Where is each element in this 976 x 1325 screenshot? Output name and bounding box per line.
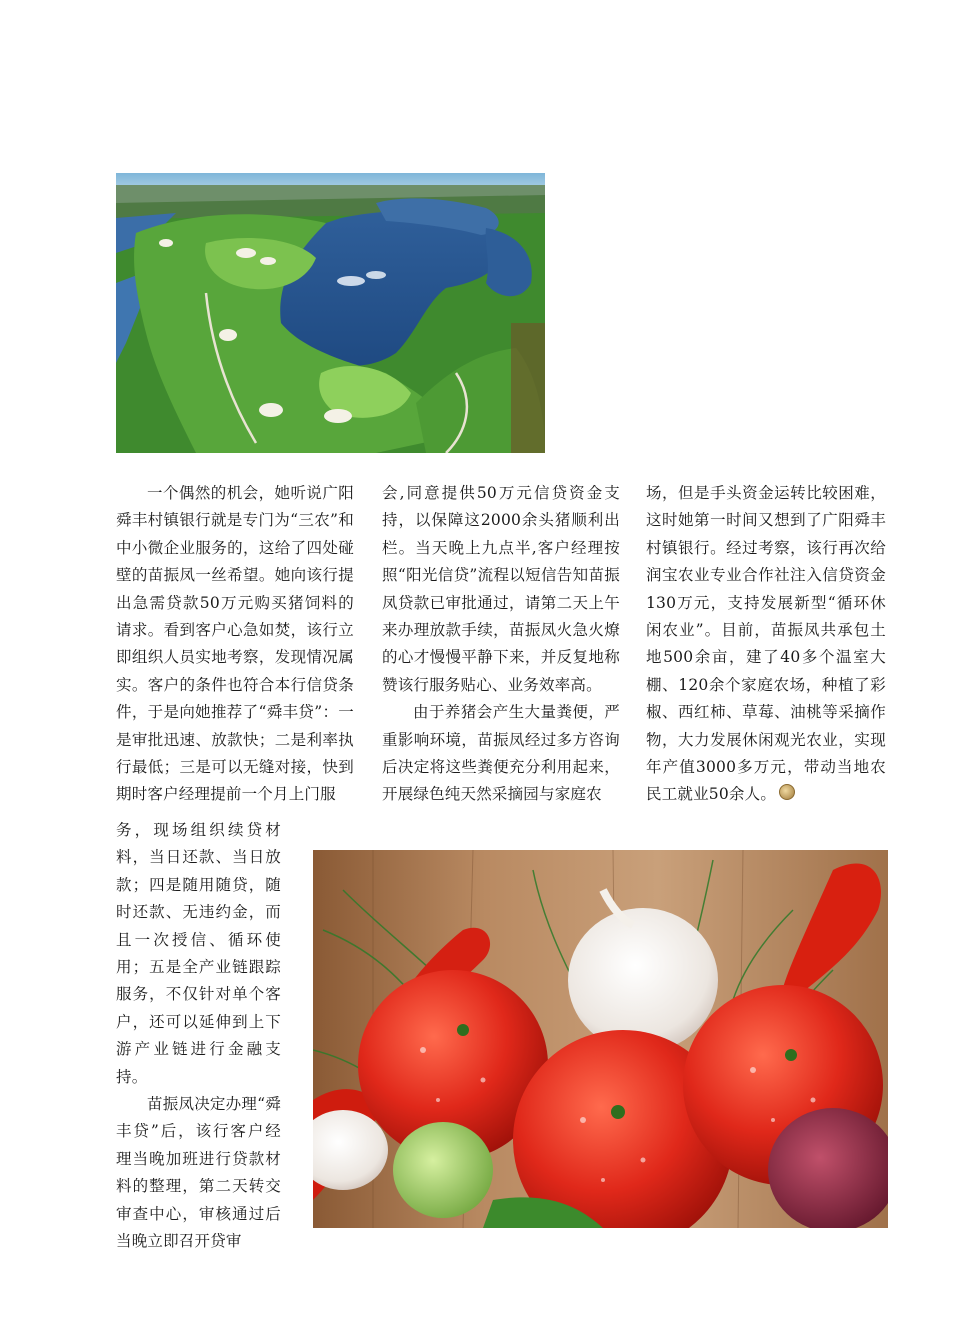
vegetables-illustration	[313, 850, 888, 1228]
article-paragraph: 苗振凤决定办理“舜丰贷”后，该行客户经理当晚加班进行贷款材料的整理，第二天转交审查中心，审核通过后当晚立即召开贷审	[116, 1095, 281, 1251]
vegetables-photo	[313, 850, 888, 1228]
article-column-2	[382, 480, 620, 809]
article-paragraph-text: 场，但是手头资金运转比较困难，这时她第一时间又想到了广阳舜丰村镇银行。经过考察，该行再次给润宝农业专业合作社注入信贷资金130万元，支持发展新型“循环休闲农业”。目前，苗振凤共承包土地500余亩，建了40多个温室大棚、120余个家庭农场，种植了彩椒、西红柿、草莓、油桃等采摘作物，大力发展休闲观光农业，实现年产值3000多万元，带动当地农民工就业50余人。	[646, 484, 886, 804]
article-column-1-bottom	[116, 817, 281, 1256]
article-paragraph: 一个偶然的机会，她听说广阳舜丰村镇银行就是专门为“三农”和中小微企业服务的，这给了四处碰壁的苗振凤一丝希望。她向该行提出急需贷款50万元购买猪饲料的请求。看到客户心急如焚，该行立即组织人员实地考察，发现情况属实。客户的条件也符合本行信贷条件，于是向她推荐了“舜丰贷”：一是审批迅速、放款快；二是利率执行最低；三是可以无缝对接，快到期时客户经理提前一个月上门服	[116, 484, 354, 804]
end-mark-icon	[779, 784, 795, 800]
article-paragraph: 务，现场组织续贷材料，当日还款、当日放款；四是随用随贷，随时还款、无违约金，而且一次授信、循环使用；五是全产业链跟踪服务，不仅针对单个客户，还可以延伸到上下游产业链进行金融支持。	[116, 821, 281, 1086]
article-paragraph: 由于养猪会产生大量粪便，严重影响环境，苗振凤经过多方咨询后决定将这些粪便充分利用起来，开展绿色纯天然采摘园与家庭农	[382, 703, 620, 804]
article-column-1-top	[116, 480, 354, 809]
article-paragraph	[646, 480, 886, 809]
golf-course-photo	[116, 173, 545, 453]
golf-course-illustration	[116, 173, 545, 453]
article-paragraph: 会,同意提供50万元信贷资金支持，以保障这2000余头猪顺利出栏。当天晚上九点半,客户经理按照“阳光信贷”流程以短信告知苗振凤贷款已审批通过，请第二天上午来办理放款手续，苗振凤火急火燎的心才慢慢平静下来，并反复地称赞该行服务贴心、业务效率高。	[382, 484, 620, 694]
article-column-3	[646, 480, 886, 809]
